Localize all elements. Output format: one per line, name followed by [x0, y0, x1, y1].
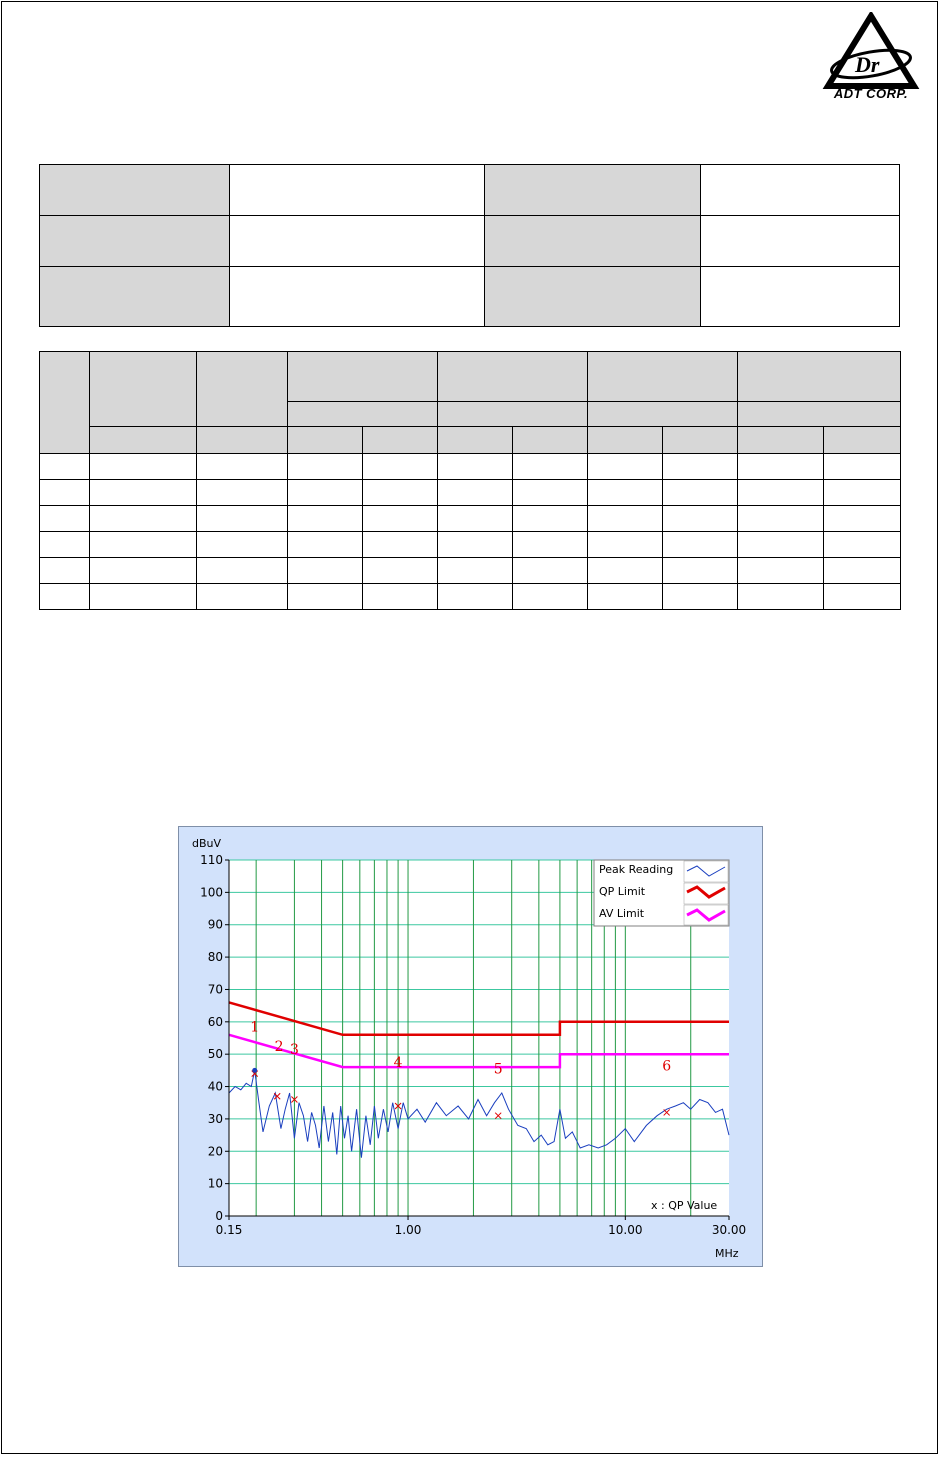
info-value-cell — [701, 267, 900, 327]
header-sub-cell — [438, 427, 513, 454]
y-tick-label: 50 — [207, 1047, 223, 1062]
header-unit-cell — [588, 402, 738, 427]
info-value-cell — [701, 165, 900, 216]
info-value-cell — [230, 165, 485, 216]
header-row — [40, 427, 901, 454]
legend-label-av: AV Limit — [599, 907, 645, 920]
table-row — [40, 584, 901, 610]
info-row — [40, 216, 900, 267]
header-sub-cell — [363, 427, 438, 454]
header-unit-cell — [288, 402, 438, 427]
header-sub-cell — [588, 427, 663, 454]
info-row — [40, 267, 900, 327]
info-value-cell — [701, 216, 900, 267]
y-tick-label: 80 — [207, 950, 223, 965]
info-label-cell — [485, 267, 701, 327]
header-cell-reading — [288, 352, 438, 402]
header-unit-cell — [438, 402, 588, 427]
y-tick-label: 70 — [207, 982, 223, 997]
peak-marker — [252, 1068, 257, 1073]
header-sub-cell — [513, 427, 588, 454]
marker-number-label: 1 — [250, 1019, 260, 1036]
table-row — [40, 532, 901, 558]
x-axis-label: MHz — [715, 1247, 739, 1260]
header-cell-margin — [738, 352, 901, 402]
header-sub-cell — [824, 427, 901, 454]
header-unit-cell — [738, 402, 901, 427]
chart-legend — [594, 860, 729, 926]
chart-svg — [179, 827, 764, 1268]
header-sub-cell — [738, 427, 824, 454]
svg-text:Dr: Dr — [855, 52, 880, 77]
header-cell-freq — [90, 352, 197, 427]
table-row — [40, 558, 901, 584]
y-tick-label: 110 — [200, 853, 223, 867]
conducted-emission-chart — [178, 826, 763, 1267]
measurement-table — [39, 351, 901, 610]
marker-number-label: 2 — [274, 1038, 284, 1055]
table-row — [40, 480, 901, 506]
y-axis-label: dBuV — [192, 837, 222, 850]
table-row — [40, 506, 901, 532]
header-sub-cell — [288, 427, 363, 454]
info-label-cell — [40, 216, 230, 267]
y-tick-label: 10 — [207, 1176, 223, 1191]
info-label-cell — [40, 165, 230, 216]
logo-text: ADT CORP. — [833, 86, 909, 101]
marker-number-label: 4 — [393, 1055, 403, 1072]
header-sub-cell — [197, 427, 288, 454]
header-row — [40, 352, 901, 402]
header-cell-emission — [438, 352, 588, 402]
x-tick-label: 10.00 — [608, 1223, 643, 1237]
header-cell-corr — [197, 352, 288, 427]
info-label-cell — [40, 267, 230, 327]
x-tick-label: 30.00 — [711, 1223, 747, 1237]
marker-number-label: 3 — [289, 1042, 299, 1059]
y-tick-label: 30 — [207, 1111, 223, 1126]
info-row — [40, 165, 900, 216]
header-cell-limit — [588, 352, 738, 402]
y-tick-label: 90 — [207, 917, 223, 932]
legend-label-peak: Peak Reading — [599, 863, 674, 876]
marker-number-label: 6 — [662, 1058, 672, 1075]
marker-number-label: 5 — [493, 1061, 503, 1078]
info-label-cell — [485, 165, 701, 216]
qp-value-legend: x : QP Value — [651, 1199, 718, 1212]
test-info-table — [39, 164, 900, 327]
header-sub-cell — [90, 427, 197, 454]
y-tick-label: 0 — [215, 1209, 223, 1223]
table-row — [40, 454, 901, 480]
info-value-cell — [230, 216, 485, 267]
y-tick-label: 100 — [200, 885, 223, 900]
x-tick-label: 0.15 — [215, 1223, 243, 1237]
info-value-cell — [230, 267, 485, 327]
header-cell-no — [40, 352, 90, 454]
company-logo — [822, 12, 920, 104]
legend-label-qp: QP Limit — [599, 885, 646, 898]
y-tick-label: 60 — [207, 1014, 223, 1029]
x-tick-label: 1.00 — [394, 1223, 422, 1237]
y-tick-label: 40 — [207, 1079, 223, 1094]
y-tick-label: 20 — [207, 1144, 223, 1159]
info-label-cell — [485, 216, 701, 267]
header-sub-cell — [663, 427, 738, 454]
